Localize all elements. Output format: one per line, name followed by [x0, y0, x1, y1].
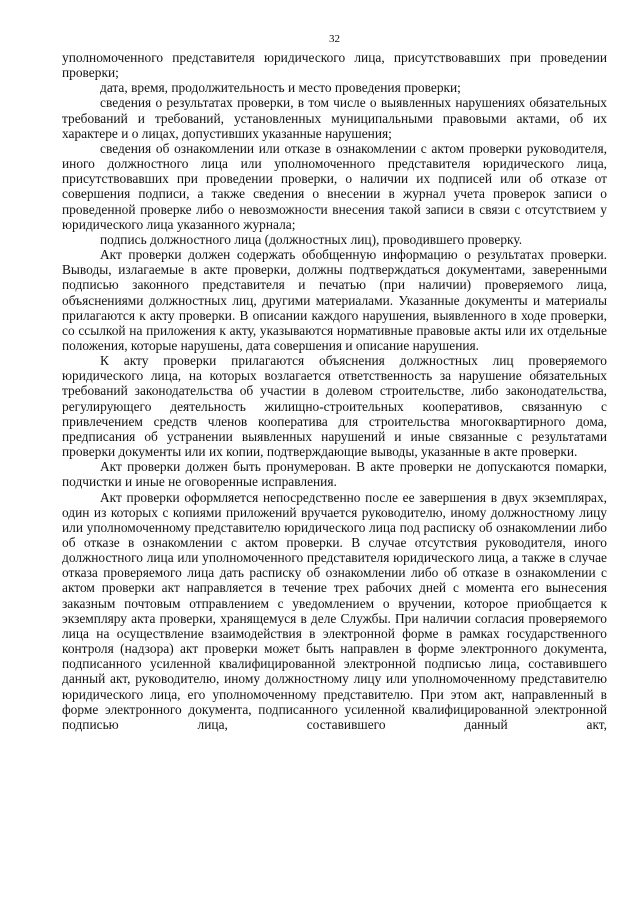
paragraph-act-attachments: К акту проверки прилагаются объяснения должностных лиц проверяемого юридического лица, на которых возлагается ответственность за нарушение обязательных требований законодательства об участии в долевом строительстве, либо законодательства, регулирующего деятельность жилищно-строительных кооперативов, связанную с привлечением средств членов кооператива для строительства многоквартирного дома, предписания об устранении выявленных нарушений и иные связанные с результатами проверки документы или их копии, подтверждающие выводы, указанные в акте проверки.	[62, 353, 607, 460]
paragraph-acquaintance-info: сведения об ознакомлении или отказе в ознакомлении с актом проверки руководителя, иного должностного лица или уполномоченного представителя юридического лица, присутствовавших при проведении проверки, о наличии их подписей или об отказе от совершения подписи, а также сведения о внесении в журнал учета проверок записи о проведенной проверке либо о невозможности внесения такой записи в связи с отсутствием у юридического лица указанного журнала;	[62, 140, 607, 232]
paragraph-inspection-date: дата, время, продолжительность и место проведения проверки;	[100, 80, 461, 96]
paragraph-act-execution: Акт проверки оформляется непосредственно после ее завершения в двух экземплярах, один из которых с копиями приложений вручается руководителю, иному должностному лицу или уполномоченному представителю юридического лица под расписку об ознакомлении либо об отказе в ознакомлении с актом проверки. В случае отсутствия руководителя, иного должностного лица или уполномоченного представителя юридического лица, а также в случае отказа проверяемого лица дать расписку об ознакомлении либо об отказе в ознакомлении с актом проверки акт направляется в течение трех рабочих дней с момента его вынесения заказным почтовым отправлением с уведомлением о вручении, которое приобщается к экземпляру акта проверки, хранящемуся в деле Службы. При наличии согласия проверяемого лица на осуществление взаимодействия в электронной форме в рамках государственного контроля (надзора) акт проверки может быть направлен в форме электронного документа, подписанного усиленной квалифицированной электронной подписью лица, составившего данный акт, руководителю, иному должностному лицу или уполномоченному представителю юридического лица, его уполномоченному представителю. При этом акт, направленный в форме электронного документа, подписанного усиленной квалифицированной электронной подписью лица, составившего данный акт,	[62, 489, 607, 732]
paragraph-act-numbering: Акт проверки должен быть пронумерован. В акте проверки не допускаются помарки, подчистки и иные не оговоренные исправления.	[62, 459, 607, 490]
paragraph-inspection-results: сведения о результатах проверки, в том числе о выявленных нарушениях обязательных требований и требований, установленных муниципальными правовыми актами, об их характере и о лицах, допустивших указанные нарушения;	[62, 95, 607, 141]
page-number: 32	[329, 33, 340, 45]
paragraph-official-signature: подпись должностного лица (должностных лиц), проводившего проверку.	[100, 231, 523, 247]
paragraph-act-content: Акт проверки должен содержать обобщенную информацию о результатах проверки. Выводы, излагаемые в акте проверки, должны подтверждаться документами, заверенными подписью законного представителя и печатью (при наличии) проверяемого лица, объяснениями должностных лиц, другими материалами. Указанные документы и материалы прилагаются к акту проверки. В описании каждого нарушения, выявленного в ходе проверки, со ссылкой на приложения к акту, указываются нормативные правовые акты или их отдельные положения, которые нарушены, дата совершения и описание нарушения.	[62, 247, 607, 353]
paragraph-continuation: уполномоченного представителя юридического лица, присутствовавших при проведении проверки;	[62, 50, 607, 81]
